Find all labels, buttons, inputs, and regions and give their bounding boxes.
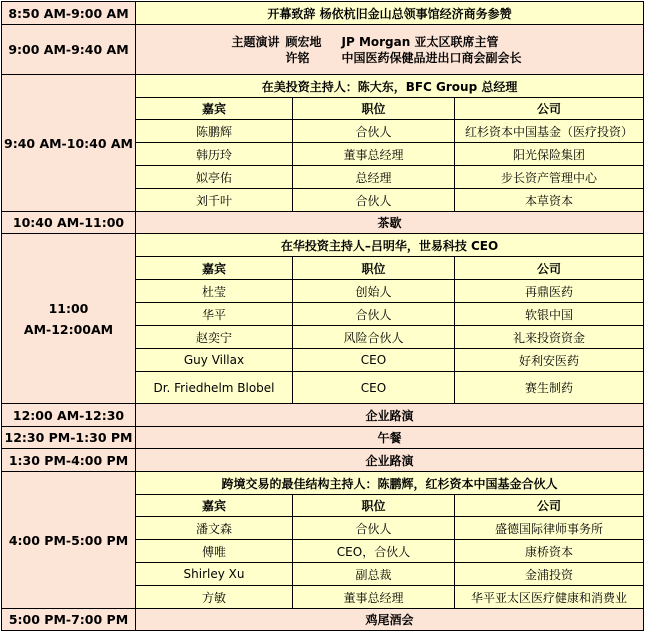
company-cell: 赛生制药 (455, 372, 644, 404)
keynote-line-2 (136, 50, 643, 66)
keynote-line-1 (136, 34, 643, 50)
opening-row (2, 2, 644, 25)
company-cell: 再鼎医药 (455, 280, 644, 303)
panel3-header-company: 公司 (455, 495, 644, 517)
roadshow1-time: 12:00 AM-12:30 (2, 404, 136, 427)
panel2-header-position: 职位 (293, 257, 455, 280)
company-cell: 好利安医药 (455, 349, 644, 372)
guest-cell: Guy Villax (136, 349, 293, 372)
company-cell: 本草资本 (455, 189, 644, 212)
roadshow2-row (2, 449, 644, 472)
position-cell: 合伙人 (293, 120, 455, 143)
opening-time: 8:50 AM-9:00 AM (2, 2, 136, 25)
keynote-label-2 (228, 50, 280, 66)
guest-cell: 潘文森 (136, 517, 293, 540)
tea-time: 10:40 AM-11:00 (2, 212, 136, 234)
tea-row (2, 212, 644, 234)
panel2-time-line2: AM-12:00AM (23, 321, 114, 337)
panel1-title: 在美投资主持人：陈大东，BFC Group 总经理 (136, 75, 644, 98)
guest-cell: 姒亭佑 (136, 166, 293, 189)
roadshow1-text: 企业路演 (136, 404, 644, 427)
panel2-time (2, 234, 136, 404)
position-cell: 董事总经理 (293, 586, 455, 609)
position-cell: CEO，合伙人 (293, 540, 455, 563)
keynote-time: 9:00 AM-9:40 AM (2, 25, 136, 75)
position-cell: 创始人 (293, 280, 455, 303)
position-cell: 总经理 (293, 166, 455, 189)
position-cell: 合伙人 (293, 303, 455, 326)
panel2-header-company: 公司 (455, 257, 644, 280)
position-cell: 合伙人 (293, 189, 455, 212)
opening-text: 开幕致辞 杨依杭旧金山总领事馆经济商务参赞 (136, 2, 644, 25)
position-cell: CEO (293, 372, 455, 404)
keynote-content (136, 25, 644, 75)
reception-time: 5:00 PM-7:00 PM (2, 609, 136, 631)
company-cell: 盛德国际律师事务所 (455, 517, 644, 540)
panel1-title-row (2, 75, 644, 98)
lunch-row (2, 427, 644, 449)
guest-cell: 杜莹 (136, 280, 293, 303)
panel3-title: 跨境交易的最佳结构主持人：陈鹏辉，红杉资本中国基金合伙人 (136, 472, 644, 495)
guest-cell: 傅唯 (136, 540, 293, 563)
panel2-title: 在华投资主持人–吕明华，世易科技 CEO (136, 234, 644, 257)
guest-cell: 方敏 (136, 586, 293, 609)
panel3-title-row (2, 472, 644, 495)
keynote-label: 主题演讲 (231, 34, 280, 49)
roadshow2-time: 1:30 PM-4:00 PM (2, 449, 136, 472)
roadshow1-row (2, 404, 644, 427)
panel3-header-position: 职位 (293, 495, 455, 517)
panel3-header-guest: 嘉宾 (136, 495, 293, 517)
panel1-header-guest: 嘉宾 (136, 98, 293, 120)
company-cell: 步长资产管理中心 (455, 166, 644, 189)
company-cell: 华平亚太区医疗健康和消费业 (455, 586, 644, 609)
position-cell: 董事总经理 (293, 143, 455, 166)
schedule-table (1, 1, 644, 631)
guest-cell: 华平 (136, 303, 293, 326)
position-cell: 合伙人 (293, 517, 455, 540)
company-cell: 软银中国 (455, 303, 644, 326)
reception-row (2, 609, 644, 631)
panel2-title-row (2, 234, 644, 257)
position-cell: 风险合伙人 (293, 326, 455, 349)
company-cell: 康桥资本 (455, 540, 644, 563)
lunch-time: 12:30 PM-1:30 PM (2, 427, 136, 449)
keynote-org-2: 中国医药保健品进出口商会副会长 (341, 50, 522, 65)
keynote-row (2, 25, 644, 75)
company-cell: 金浦投资 (455, 563, 644, 586)
position-cell: CEO (293, 349, 455, 372)
guest-cell: 韩历玲 (136, 143, 293, 166)
guest-cell: Dr. Friedhelm Blobel (136, 372, 293, 404)
keynote-speaker-2: 许铭 (285, 50, 310, 65)
guest-cell: Shirley Xu (136, 563, 293, 586)
reception-text: 鸡尾酒会 (136, 609, 644, 631)
panel2-header-guest: 嘉宾 (136, 257, 293, 280)
position-cell: 副总裁 (293, 563, 455, 586)
panel2-time-line1: 11:00 (48, 300, 89, 316)
lunch-text: 午餐 (136, 427, 644, 449)
panel1-time: 9:40 AM-10:40 AM (2, 75, 136, 212)
panel3-time: 4:00 PM-5:00 PM (2, 472, 136, 609)
panel1-header-position: 职位 (293, 98, 455, 120)
company-cell: 礼来投资资金 (455, 326, 644, 349)
company-cell: 红杉资本中国基金（医疗投资） (455, 120, 644, 143)
guest-cell: 陈鹏辉 (136, 120, 293, 143)
guest-cell: 赵奕宁 (136, 326, 293, 349)
roadshow2-text: 企业路演 (136, 449, 644, 472)
tea-text: 茶歇 (136, 212, 644, 234)
keynote-org-1: JP Morgan 亚太区联席主管 (341, 34, 499, 49)
guest-cell: 刘千叶 (136, 189, 293, 212)
panel1-header-company: 公司 (455, 98, 644, 120)
company-cell: 阳光保险集团 (455, 143, 644, 166)
keynote-speaker-1: 顾宏地 (285, 34, 322, 49)
